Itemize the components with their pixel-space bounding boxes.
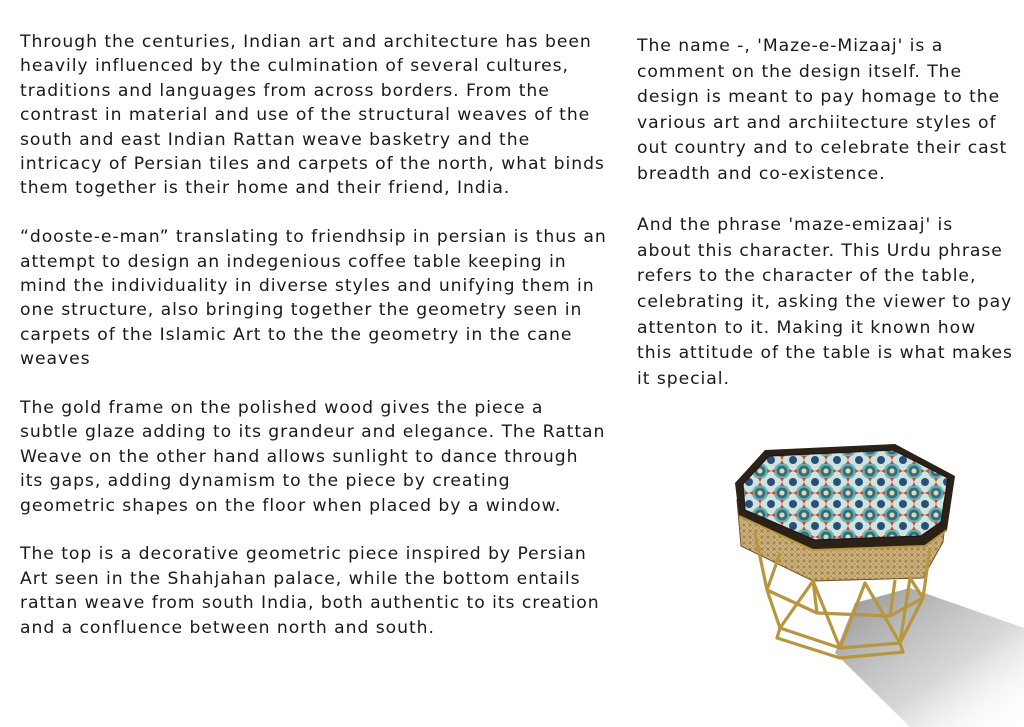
text-line: design is meant to pay homage to the xyxy=(637,87,1001,108)
text-line: The gold frame on the polished wood gives the piece a xyxy=(20,398,544,419)
text-line: And the phrase 'maze-emizaaj' is xyxy=(637,215,954,236)
paragraph-friendship xyxy=(20,225,610,371)
text-line: The name -, 'Maze-e-Mizaaj' is a xyxy=(637,36,944,56)
text-line: attempt to design an indegenious coffee table keeping in xyxy=(20,251,567,272)
text-line: various art and archiitecture styles of xyxy=(637,112,997,133)
text-line: refers to the character of the table, xyxy=(637,266,977,287)
left-text-column xyxy=(20,30,610,640)
text-line: and a confluence between north and south. xyxy=(20,617,435,638)
text-line: mind the individuality in diverse styles and unifying them in xyxy=(20,276,595,297)
text-line: one structure, also bringing together the geometry seen in xyxy=(20,300,583,321)
text-line: Through the centuries, Indian art and architecture has been xyxy=(20,32,592,52)
text-line: breadth and co-existence. xyxy=(637,163,886,184)
cast-shadow xyxy=(835,588,1024,727)
text-line: this attitude of the table is what makes xyxy=(637,343,1013,364)
text-line: attenton to it. Making it known how xyxy=(637,317,977,338)
text-line: intricacy of Persian tiles and carpets of the north, what binds xyxy=(20,154,605,175)
text-line: traditions and languages from across borders. From the xyxy=(20,80,550,101)
paragraph-phrase-character xyxy=(637,213,1012,392)
coffee-table-image xyxy=(705,438,1024,727)
text-line: them together is their home and their friend, India. xyxy=(20,178,511,199)
paragraph-top-and-bottom xyxy=(20,542,610,640)
text-line: geometric shapes on the floor when placed by a window. xyxy=(20,495,562,516)
text-line: heavily influenced by the culmination of several cultures, xyxy=(20,56,569,77)
text-line: south and east Indian Rattan weave basketry and the xyxy=(20,129,531,150)
text-line: “dooste-e-man” translating to friendhsip in persian is thus an xyxy=(20,227,607,248)
text-line: rattan weave from south India, both authentic to its creation xyxy=(20,593,600,614)
text-line: out country and to celebrate their cast xyxy=(637,138,1008,159)
paragraph-gold-frame xyxy=(20,396,610,518)
text-line: subtle glaze adding to its grandeur and elegance. The Rattan xyxy=(20,422,606,443)
text-line: The top is a decorative geometric piece inspired by Persian xyxy=(20,544,587,565)
text-line: carpets of the Islamic Art to the the geometry in the cane xyxy=(20,324,573,345)
paragraph-history xyxy=(20,30,610,201)
text-line: about this character. This Urdu phrase xyxy=(637,240,1003,261)
text-line: contrast in material and use of the structural weaves of the xyxy=(20,105,591,126)
text-line: celebrating it, asking the viewer to pay xyxy=(637,291,1013,312)
text-line: its gaps, adding dynamism to the piece by creating xyxy=(20,471,511,492)
text-line: comment on the design itself. The xyxy=(637,61,963,82)
text-line: weaves xyxy=(20,349,91,370)
paragraph-name-meaning xyxy=(637,34,1012,188)
right-text-column xyxy=(637,34,1012,392)
text-line: it special. xyxy=(637,368,730,389)
text-line: Weave on the other hand allows sunlight to dance through xyxy=(20,446,579,467)
text-line: Art seen in the Shahjahan palace, while the bottom entails xyxy=(20,568,581,589)
